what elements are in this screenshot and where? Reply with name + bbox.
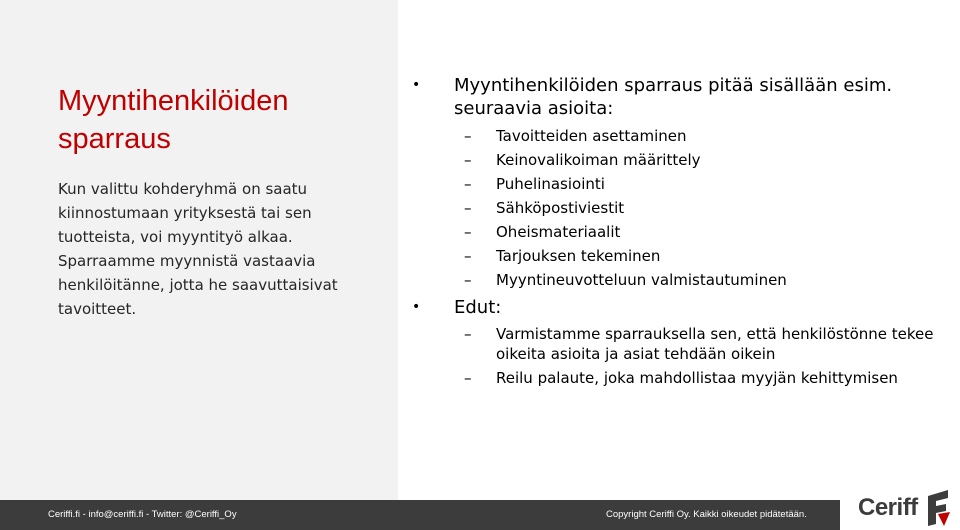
sub-bullet-text: Oheismateriaalit xyxy=(496,223,621,241)
logo-wordmark: Ceriff xyxy=(858,494,918,521)
dash-icon: – xyxy=(464,325,472,343)
dash-icon: – xyxy=(464,199,472,217)
sub-bullet-text: Myyntineuvotteluun valmistautuminen xyxy=(496,271,787,289)
slide-title: Myyntihenkilöiden sparraus xyxy=(58,85,289,155)
description-paragraph: Sparraamme myynnistä vastaavia henkilöitänne, jotta he saavuttaisivat tavoitteet. xyxy=(58,252,338,318)
dash-icon: – xyxy=(464,223,472,241)
footer-copyright: Copyright Ceriffi Oy. Kaikki oikeudet pidätetään. xyxy=(606,509,807,520)
dash-icon: – xyxy=(464,151,472,169)
dash-icon: – xyxy=(464,369,472,387)
footer-bar xyxy=(0,500,960,530)
sub-bullet-text: Sähköpostiviestit xyxy=(496,199,625,217)
dash-icon: – xyxy=(464,127,472,145)
benefit-text: Reilu palaute, joka mahdollistaa myyjän kehittymisen xyxy=(496,369,898,387)
left-panel xyxy=(0,0,398,500)
benefit-text: Varmistamme sparrauksella sen, että henkilöstönne tekee oikeita asioita ja asiat tehdään oikein xyxy=(496,325,934,363)
dash-icon: – xyxy=(464,247,472,265)
intro-paragraph: Kun valittu kohderyhmä on saatu kiinnostumaan yrityksestä tai sen tuotteista, voi myyntityö alkaa. xyxy=(58,180,312,246)
dash-icon: – xyxy=(464,271,472,289)
bullet-text: Myyntihenkilöiden sparraus pitää sisällään esim. seuraavia asioita: xyxy=(454,75,893,119)
logo-mark-icon xyxy=(924,490,954,526)
bullet-dot-icon: • xyxy=(412,77,421,93)
footer-contact: Ceriffi.fi - info@ceriffi.fi - Twitter: @Ceriffi_Oy xyxy=(48,509,237,520)
sub-bullet-text: Tavoitteiden asettaminen xyxy=(496,127,687,145)
sub-bullet-text: Keinovalikoiman määrittely xyxy=(496,151,701,169)
bullet-text: Edut: xyxy=(454,297,502,318)
logo xyxy=(840,486,960,530)
dash-icon: – xyxy=(464,175,472,193)
sub-bullet-text: Tarjouksen tekeminen xyxy=(496,247,661,265)
sub-bullet-text: Puhelinasiointi xyxy=(496,175,605,193)
bullet-dot-icon: • xyxy=(412,299,421,315)
